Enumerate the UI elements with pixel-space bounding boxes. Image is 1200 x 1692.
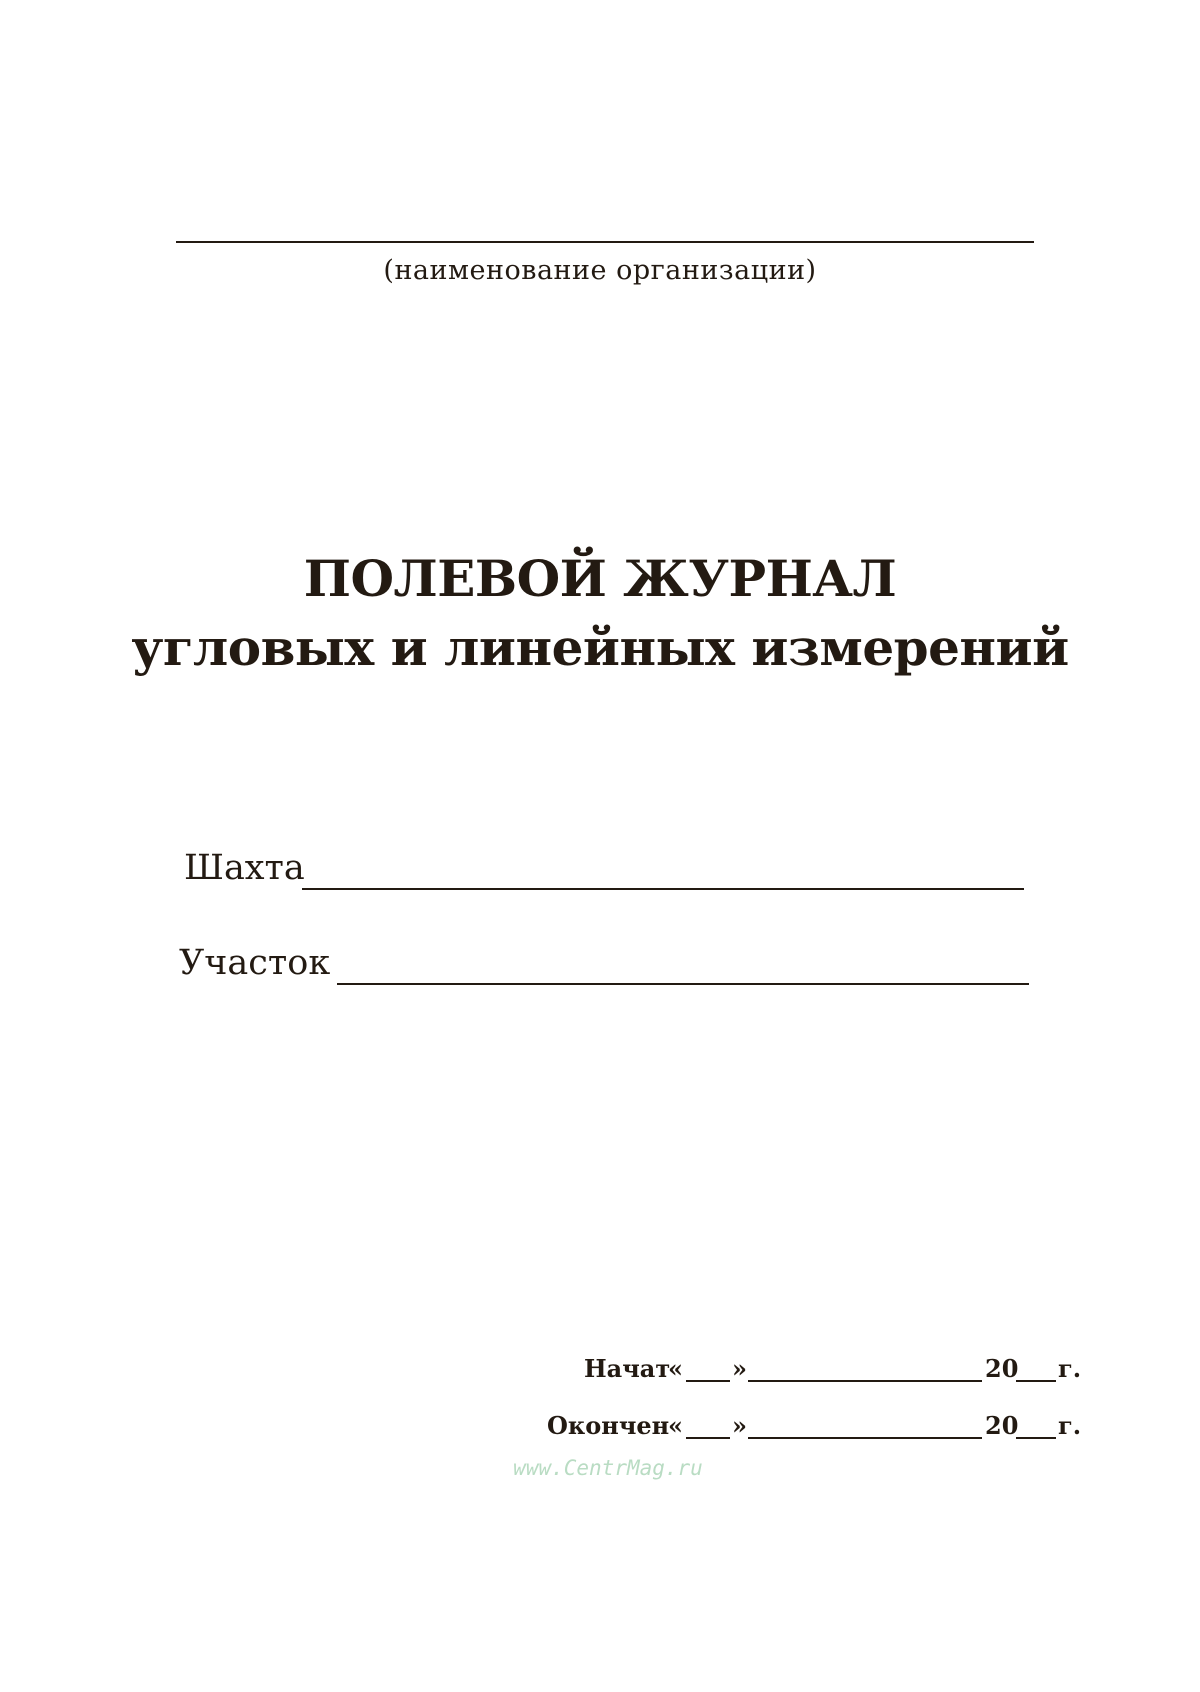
end-year-suffix: г. <box>1058 1411 1082 1440</box>
end-month-line <box>748 1437 982 1439</box>
start-year-line <box>1016 1380 1056 1382</box>
mine-fill-line <box>302 888 1024 890</box>
end-day-line <box>686 1437 730 1439</box>
start-day-line <box>686 1380 730 1382</box>
start-date-label: Начат <box>584 1354 671 1383</box>
organization-caption: (наименование организации) <box>383 255 817 286</box>
end-year-prefix: 20 <box>985 1411 1019 1440</box>
watermark: www.CentrMag.ru <box>513 1456 703 1480</box>
start-quote-open: « <box>668 1354 683 1383</box>
end-quote-open: « <box>668 1411 683 1440</box>
end-date-label: Окончен <box>547 1411 670 1440</box>
start-month-line <box>748 1380 982 1382</box>
start-quote-close: » <box>732 1354 747 1383</box>
end-quote-close: » <box>732 1411 747 1440</box>
mine-label: Шахта <box>184 848 305 888</box>
end-year-line <box>1016 1437 1056 1439</box>
document-subtitle: угловых и линейных измерений <box>131 618 1069 677</box>
start-year-prefix: 20 <box>985 1354 1019 1383</box>
section-label: Участок <box>179 943 331 983</box>
document-title: ПОЛЕВОЙ ЖУРНАЛ <box>303 549 897 608</box>
organization-name-line <box>176 241 1034 243</box>
section-fill-line <box>337 983 1029 985</box>
start-year-suffix: г. <box>1058 1354 1082 1383</box>
